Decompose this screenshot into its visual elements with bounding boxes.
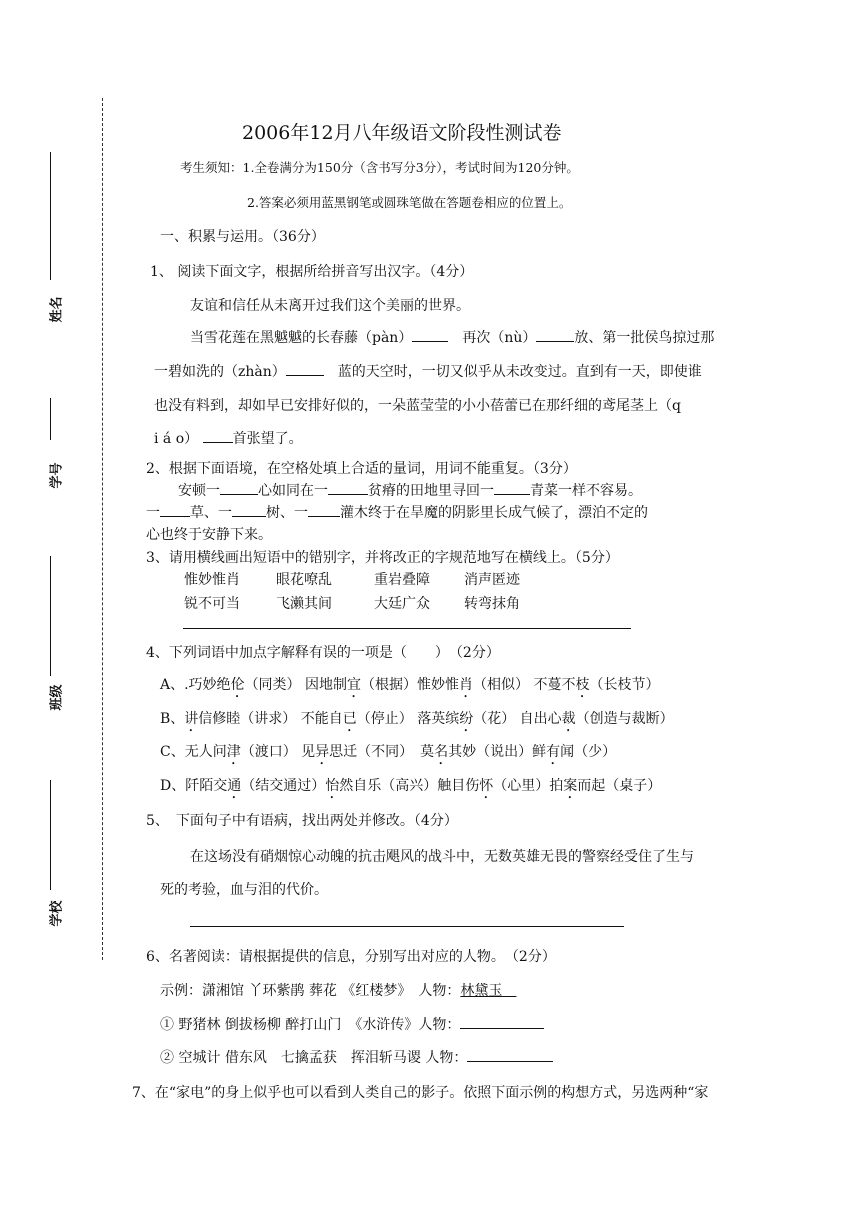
q4-option-a[interactable]: A、.巧妙绝伦（同类） 因地制宜（根据）惟妙惟肖（相似） 不蔓不枝（长枝节） [160,677,660,693]
q5-para-1: 在这场没有硝烟惊心动魄的抗击飓风的战斗中，无数英雄无畏的警察经受住了生与 [190,849,694,865]
q5-answer-line[interactable] [190,926,624,927]
q1-para-1: 友谊和信任从未离开过我们这个美丽的世界。 [190,298,470,314]
class-field-line[interactable] [50,556,51,676]
blank-zhan[interactable] [286,374,324,376]
q2-blank-4[interactable] [160,515,190,517]
name-label: 姓名 [49,296,65,323]
q2-blank-6[interactable] [308,515,340,517]
notice-line-1: 考生须知：1.全卷满分为150分（含书写分3分），考试时间为120分钟。 [180,160,579,175]
blank-qiao[interactable] [203,441,233,443]
notice-line-2: 2.答案必须用蓝黑钢笔或圆珠笔做在答题卷相应的位置上。 [247,195,572,210]
q5-para-2: 死的考验，血与泪的代价。 [160,882,328,898]
q6-item-2: ② 空城计 借东风 七擒孟获 挥泪斩马谡 人物： [160,1047,553,1067]
number-label: 学号 [49,462,65,489]
q3-word-3[interactable]: 重岩叠障 [374,572,430,588]
q3-word-8[interactable]: 转弯抹角 [464,596,520,612]
q1-stem: 1、 阅读下面文字，根据所给拼音写出汉字。（4分） [150,264,474,280]
q3-answer-line[interactable] [183,628,631,629]
q6-item-1: ① 野猪林 倒拔杨柳 醉打山门 《水浒传》人物： [160,1014,544,1034]
q2-blank-3[interactable] [494,493,530,495]
q3-word-7[interactable]: 大廷广众 [374,596,430,612]
q2-line-3: 心也终于安静下来。 [146,527,272,543]
q7-stem: 7、在“家电”的身上似乎也可以看到人类自己的影子。依照下面示例的构想方式，另选两种“家 [132,1085,709,1101]
page-title: 2006年12月八年级语文阶段性测试卷 [242,122,562,144]
q3-word-6[interactable]: 飞濑其间 [276,596,332,612]
q6-example-answer: 林黛玉 [460,983,517,999]
q2-line-2: 一 草、一 树、一 灌木终于在旱魔的阴影里长成气候了，漂泊不定的 [146,505,648,521]
name-field-line[interactable] [50,152,51,280]
section-heading: 一、积累与运用。（36分） [160,229,325,245]
school-label: 学校 [49,900,65,927]
q4-option-c[interactable]: C、无人问津（渡口） 见异思迁（不同） 莫名其妙（说出）鲜有闻（少） [160,744,617,760]
q1-para-5: i á o） 首张望了。 [154,431,303,447]
q1-para-3: 一碧如洗的（zhàn） 蓝的天空时，一切又似乎从未改变过。直到有一天，即使谁 [154,364,702,380]
blank-pan[interactable] [412,340,448,342]
blank-nu[interactable] [536,340,574,342]
q1-para-4: 也没有料到，却如早已安排好似的，一朵蓝莹莹的小小蓓蕾已在那纤细的鸢尾茎上（q [154,398,681,414]
q3-word-5[interactable]: 锐不可当 [184,596,240,612]
q6-blank-2[interactable] [467,1060,553,1062]
q2-line-1: 安顿一 心如同在一 贫瘠的田地里寻回一 青菜一样不容易。 [178,483,642,499]
class-label: 班级 [49,684,65,711]
q5-stem: 5、 下面句子中有语病，找出两处并修改。（4分） [146,813,458,829]
q1-para-2: 当雪花莲在黑魆魆的长春藤（pàn） 再次（nù） 放、第一批侯鸟掠过那 [190,330,715,346]
binding-dashed-line [102,98,103,960]
number-field-line[interactable] [50,398,51,440]
q3-word-2[interactable]: 眼花嘹乱 [276,572,332,588]
q2-blank-1[interactable] [220,493,258,495]
q2-blank-5[interactable] [232,515,266,517]
q3-word-1[interactable]: 惟妙惟肖 [184,572,240,588]
q4-stem: 4、下列词语中加点字解释有误的一项是（ ） （2分） [146,645,500,661]
q4-option-b[interactable]: B、讲信修睦（讲求） 不能自已（停止） 落英缤纷（花） 自出心裁（创造与裁断） [160,711,674,727]
q3-word-4[interactable]: 消声匿迹 [464,572,520,588]
q3-stem: 3、请用横线画出短语中的错别字，并将改正的字规范地写在横线上。（5分） [146,550,619,566]
q6-example: 示例：潇湘馆 丫环紫鹃 葬花 《红楼梦》 人物：林黛玉 [160,983,517,999]
q2-stem: 2、根据下面语境，在空格处填上合适的量词，用词不能重复。（3分） [146,461,577,477]
q6-stem: 6、名著阅读：请根据提供的信息，分别写出对应的人物。 （2分） [146,949,556,965]
q4-option-d[interactable]: D、阡陌交通（结交通过）怡然自乐（高兴）触目伤怀（心里）拍案而起（桌子） [160,778,662,794]
school-field-line[interactable] [50,780,51,890]
q2-blank-2[interactable] [328,493,368,495]
q6-blank-1[interactable] [460,1027,544,1029]
